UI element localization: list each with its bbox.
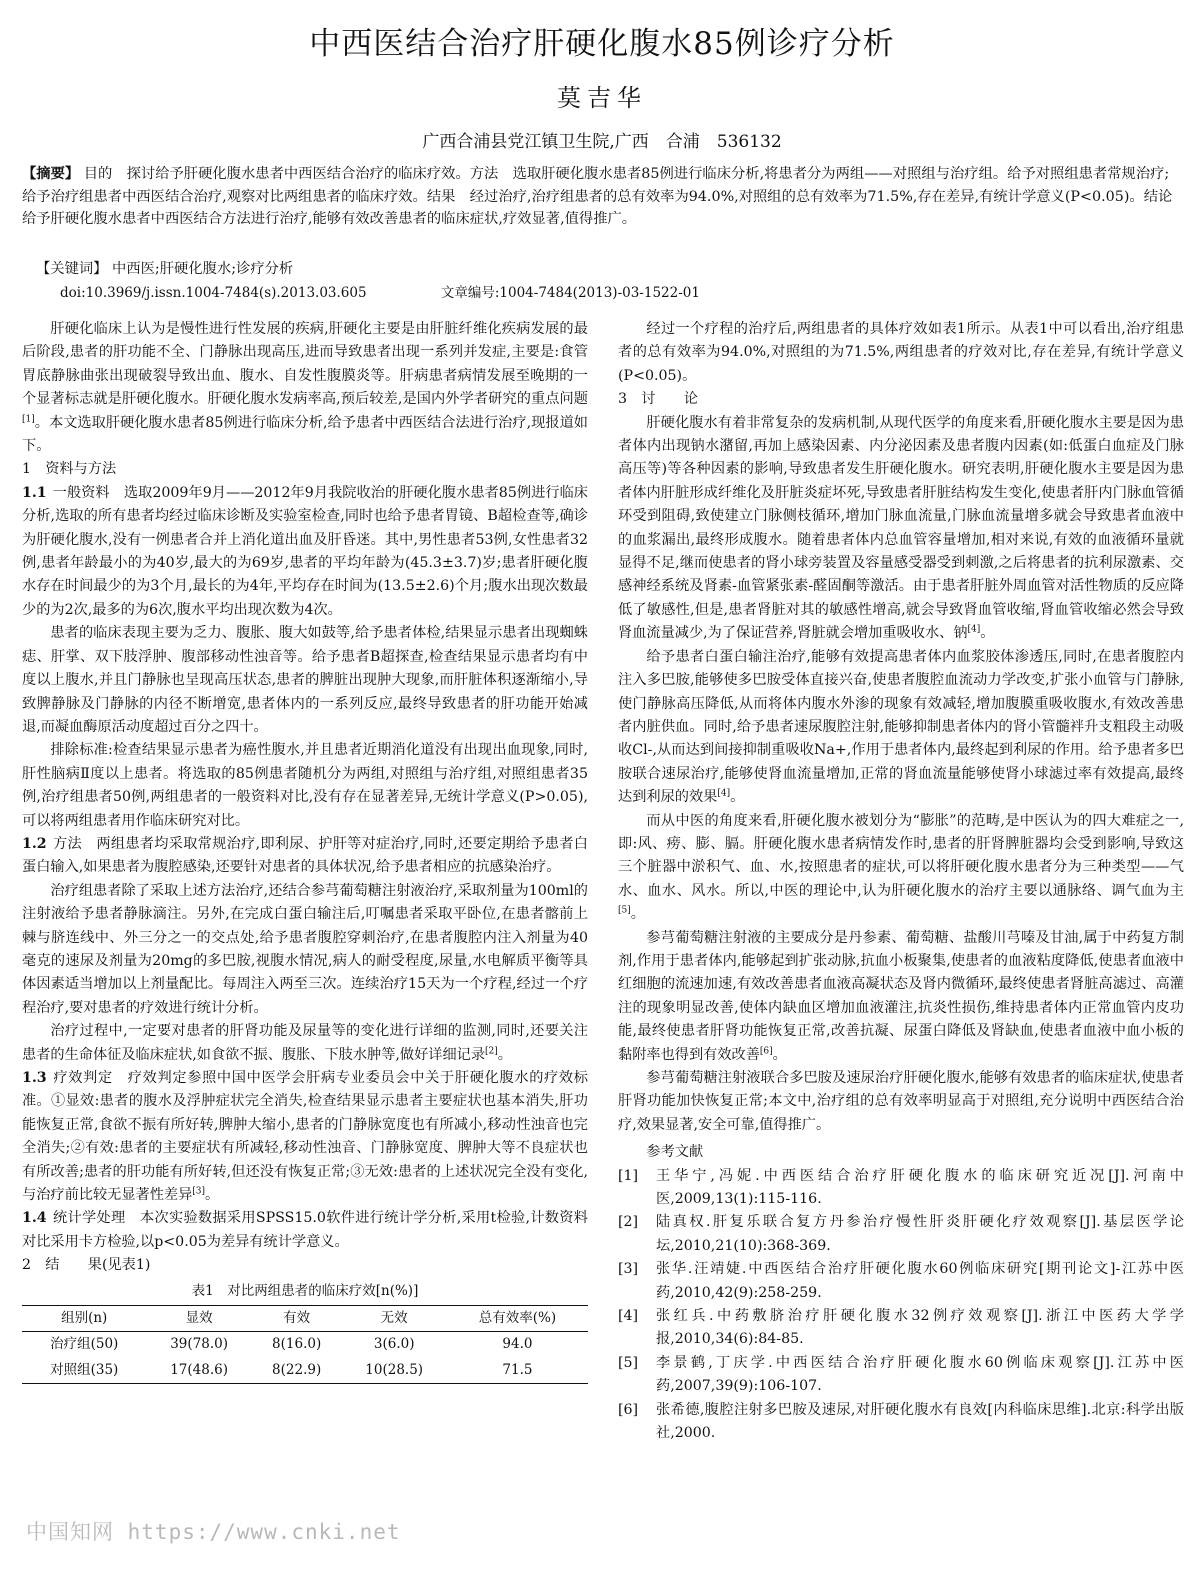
citation: [1] xyxy=(22,413,35,424)
table-row xyxy=(22,1358,588,1384)
keywords-text: 中西医;肝硬化腹水;诊疗分析 xyxy=(112,261,294,277)
intro-paragraph: 肝硬化临床上认为是慢性进行性发展的疾病,肝硬化主要是由肝脏纤维化疾病发展的最后阶段,患者的肝功能不全、门静脉出现高压,进而导致患者出现一系列并发症,主要是:食管胃底静脉曲张出现破裂导致出血、腹水、自发性腹膜炎等。肝病患者病情发展至晚期的一个显著标志就是肝硬化腹水。肝硬化腹水发病率高,预后较差,是国内外学者研究的重点问题[1]。本文选取肝硬化腹水患者85例进行临床分析,给予患者中西医结合法进行治疗,现报道如下。 xyxy=(22,321,588,455)
subsection-1-4: 1.4 统计学处理 本次实验数据采用SPSS15.0软件进行统计学分析,采用t检验,计数资料对比采用卡方检验,以p<0.05为差异有统计学意义。 xyxy=(22,1210,588,1250)
abstract xyxy=(22,163,1187,231)
paragraph: 治疗组患者除了采取上述方法治疗,还结合参芎葡萄糖注射液治疗,采取剂量为100ml的注射液给予患者静脉滴注。另外,在完成白蛋白输注后,叮嘱患者采取平卧位,在患者髂前上棘与脐连线中、外三分之一的交点处,给予患者腹腔穿刺治疗,在患者腹腔内注入剂量为40毫克的速尿及剂量为20mg的多巴胺,视腹水情况,病人的耐受程度,尿量,水电解质平衡等具体因素适当增加以上剂量配比。每周注入两至三次。连续治疗15天为一个疗程,经过一个疗程治疗,要对患者的疗效进行统计分析。 xyxy=(22,882,588,1016)
reference-item: [2] 陆真权.肝复乐联合复方丹参治疗慢性肝炎肝硬化疗效观察[J].基层医学论坛,2010,21(10):368-369. xyxy=(618,1214,1184,1254)
reference-item: [1] 王华宁,冯妮.中西医结合治疗肝硬化腹水的临床研究近况[J].河南中医,2009,13(1):115-116. xyxy=(618,1167,1184,1208)
table-header: 组别(n) xyxy=(22,1306,146,1332)
table-row xyxy=(22,1332,588,1358)
table-header: 显效 xyxy=(146,1306,251,1332)
citation: [6] xyxy=(759,1045,773,1056)
paragraph: 参芎葡萄糖注射液联合多巴胺及速尿治疗肝硬化腹水,能够有效患者的临床症状,使患者肝肾功能加快恢复正常;本文中,治疗组的总有效率明显高于对照组,充分说明中西医结合治疗,效果显著,安全可靠,值得推广。 xyxy=(618,1070,1184,1133)
subsection-1-3: 1.3 疗效判定 疗效判定参照中国中医学会肝病专业委员会中关于肝硬化腹水的疗效标准。①显效:患者的腹水及浮肿症状完全消失,检查结果显示患者主要症状也基本消失,肝功能恢复正常,食欲不振有所好转,脾肿大缩小,患者的门静脉宽度也有所减小,移动性浊音也完全消失;②有效:患者的主要症状有所减轻,移动性浊音、门静脉宽度、脾肿大等不良症状也有所改善;患者的肝功能有所好转,但还没有恢复正常;③无效:患者的上述状况完全没有变化,与治疗前比较无显著性差异[3]。 xyxy=(22,1070,588,1204)
results-paragraph: 经过一个疗程的治疗后,两组患者的具体疗效如表1所示。从表1中可以看出,治疗组患者的总有效率为94.0%,对照组的为71.5%,两组患者的疗效对比,存在差异,有统计学意义(P<0.05)。 xyxy=(618,321,1184,384)
table-header: 有效 xyxy=(252,1306,342,1332)
references-list xyxy=(618,1165,1184,1446)
table-cell: 39(78.0) xyxy=(170,1336,228,1353)
table-cell: 10(28.5) xyxy=(341,1358,446,1384)
affiliation: 广西合浦县党江镇卫生院,广西 合浦 536132 xyxy=(422,132,782,152)
reference-item: [5] 李景鹤,丁庆学.中西医结合治疗肝硬化腹水60例临床观察[J].江苏中医药,2007,39(9):106-107. xyxy=(618,1354,1184,1395)
cnki-watermark: 中国知网 https://www.cnki.net xyxy=(26,1520,401,1544)
paragraph: 参芎葡萄糖注射液的主要成分是丹参素、葡萄糖、盐酸川芎嗪及甘油,属于中药复方制剂,作用于患者体内,能够起到扩张动脉,抗血小板聚集,使患者的血液粘度降低,使患者血液中红细胞的流速加速,有效改善患者血液高凝状态及肾内微循环,最终使患者肾脏高滤过、高灌注的现象明显改善,使体内缺血区增加血液灌注,抗炎性损伤,维持患者体内正常血管内皮功能,最终使患者肝肾功能恢复正常,改善抗凝、尿蛋白降低及肾缺血,使患者血液中血小板的黏附率也得到有效改善[6]。 xyxy=(618,929,1184,1063)
table-cell: 8(22.9) xyxy=(252,1358,342,1384)
article-number: 文章编号:1004-7484(2013)-03-1522-01 xyxy=(440,285,700,301)
paragraph: 肝硬化腹水有着非常复杂的发病机制,从现代医学的角度来看,肝硬化腹水主要是因为患者体内出现钠水潴留,再加上感染因素、内分泌因素及患者腹内因素(如:低蛋白血症及门脉高压等)等各种因素的影响,导致患者发生肝硬化腹水。研究表明,肝硬化腹水主要是因为患者体内肝脏形成纤维化及肝脏炎症坏死,导致患者肝脏结构发生变化,使患者肝内门脉血管循环受到阻碍,致使建立门脉侧枝循环,增加门脉血流量,门脉血流量增多就会导致患者血液中的血浆漏出,最终形成腹水。随着患者体内总血管容量增加,相对来说,有效的血液循环量就显得不足,继而使患者的肾小球旁装置及容量感受器受到刺激,之后将患者的抗利尿激素、交感神经系统及肾素-血管紧张素-醛固酮等激活。由于患者肝脏外周血管对活性物质的反应降低了敏感性,但是,患者肾脏对其的敏感性增高,就会导致肾血管收缩,肾血管收缩必然会导致肾血流量减少,为了保证营养,肾脏就会增加重吸收水、钠[4]。 xyxy=(618,414,1184,642)
table-cell: 治疗组(50) xyxy=(50,1336,119,1353)
reference-item: [4] 张红兵.中药敷脐治疗肝硬化腹水32例疗效观察[J].浙江中医药大学学报,2010,34(6):84-85. xyxy=(618,1308,1184,1348)
keywords xyxy=(36,258,1176,280)
paragraph: 给予患者白蛋白输注治疗,能够有效提高患者体内血浆胶体渗透压,同时,在患者腹腔内注入多巴胺,能够使多巴胺受体直接兴奋,使患者腹腔血流动力学改变,扩张小血管与门静脉,使门静脉高压降低,从而将体内腹水外渗的现象有效减轻,增加腹膜重吸收腹水,有效改善患者内脏供血。同时,给予患者速尿腹腔注射,能够抑制患者体内的肾小管髓袢升支粗段主动吸收Cl-,从而达到间接抑制重吸收Na+,作用于患者体内,最终起到利尿的作用。给予患者多巴胺联合速尿治疗,能够使肾血流量增加,正常的肾血流量能够使肾小球滤过率有效提高,最终达到利尿的效果[4]。 xyxy=(618,648,1184,806)
abstract-text: 目的 探讨给予肝硬化腹水患者中西医结合治疗的临床疗效。方法 选取肝硬化腹水患者85例进行临床分析,将患者分为两组——对照组与治疗组。给予对照组患者常规治疗;给予治疗组患者中西医结合治疗,观察对比两组患者的临床疗效。结果 经过治疗,治疗组患者的总有效率为94.0%,对照组的总有效率为71.5%,存在差异,有统计学意义(P<0.05)。结论 给予肝硬化腹水患者中西医结合方法进行治疗,能够有效改善患者的临床症状,疗效显著,值得推广。 xyxy=(22,166,1187,227)
subsection-1-2: 1.2 方法 两组患者均采取常规治疗,即利尿、护肝等对症治疗,同时,还要定期给予患者白蛋白输入,如果患者为腹腔感染,还要针对患者的具体状况,给予患者相应的抗感染治疗。 xyxy=(22,835,588,876)
citation: [4] xyxy=(967,624,981,635)
paragraph: 患者的临床表现主要为乏力、腹胀、腹大如鼓等,给予患者体检,结果显示患者出现蜘蛛痣、肝掌、双下肢浮肿、腹部移动性浊音等。给予患者B超探查,检查结果显示患者均有中度以上腹水,并且门静脉也呈现高压状态,患者的脾脏出现肿大现象,而肝脏体积逐渐缩小,导致脾静脉及门静脉的内径不断增宽,患者体内的一系列反应,最终导致患者的肝功能开始减退,而凝血酶原活动度超过百分之四十。 xyxy=(22,625,588,735)
table-cell: 3(6.0) xyxy=(373,1336,415,1353)
table-cell: 94.0 xyxy=(502,1336,533,1353)
table-cell: 17(48.6) xyxy=(146,1358,251,1384)
table-cell: 8(16.0) xyxy=(272,1336,322,1353)
paragraph: 而从中医的角度来看,肝硬化腹水被划分为“膨胀”的范畴,是中医认为的四大难症之一,即:风、痨、膨、膈。肝硬化腹水患者病情发作时,患者的肝肾脾脏器均会受到影响,导致这三个脏器中淤积气、血、水,按照患者的症状,可以将肝硬化腹水患者分为三种类型——气水、血水、风水。所以,中医的理论中,认为肝硬化腹水的治疗主要以通脉络、调气血为主[5]。 xyxy=(618,812,1184,923)
abstract-label: 【摘要】 xyxy=(22,166,80,182)
table-header: 总有效率(%) xyxy=(447,1306,588,1332)
paper-title: 中西医结合治疗肝硬化腹水85例诊疗分析 xyxy=(309,26,895,62)
paragraph: 治疗过程中,一定要对患者的肝肾功能及尿量等的变化进行详细的监测,同时,还要关注患者的生命体征及临床症状,如食欲不振、腹胀、下肢水肿等,做好详细记录[2]。 xyxy=(22,1023,588,1063)
references-heading: 参考文献 xyxy=(646,1144,704,1161)
doi-text: doi:10.3969/j.issn.1004-7484(s).2013.03.605 xyxy=(60,285,367,301)
subsection-1-1: 1.1 一般资料 选取2009年9月——2012年9月我院收治的肝硬化腹水患者85例进行临床分析,选取的所有患者均经过临床诊断及实验室检查,同时也给予患者胃镜、B超检查等,确诊为肝硬化腹水,没有一例患者合并上消化道出血及肝昏迷。其中,男性患者53例,女性患者32例,患者年龄最小的为40岁,最大的为69岁,患者的平均年龄为(45.3±3.7)岁;患者肝硬化腹水存在时间最少的为3个月,最长的为4年,平均存在时间为(13.5±2.6)个月;腹水出现次数最少的为2次,最多的为6次,腹水平均出现次数为4次。 xyxy=(22,484,588,618)
citation: [5] xyxy=(618,905,631,916)
paragraph: 排除标准:检查结果显示患者为癌性腹水,并且患者近期消化道没有出现出血现象,同时,肝性脑病Ⅱ度以上患者。将选取的85例患者随机分为两组,对照组与治疗组,对照组患者35例,治疗组患者50例,两组患者的一般资料对比,没有存在显著差异,无统计学意义(P>0.05),可以将两组患者用作临床研究对比。 xyxy=(22,742,588,829)
citation: [3] xyxy=(192,1186,206,1197)
keywords-label: 【关键词】 xyxy=(36,261,108,277)
citation: [4] xyxy=(717,788,731,799)
left-column xyxy=(22,318,588,1384)
section-heading-1: 1 资料与方法 xyxy=(22,461,117,478)
right-column xyxy=(618,318,1184,1446)
results-table xyxy=(22,1305,588,1384)
section-heading-2: 2 结 果(见表1) xyxy=(22,1257,151,1274)
reference-item: [3] 张华.汪靖婕.中西医结合治疗肝硬化腹水60例临床研究[期刊论文]-江苏中医药,2010,42(9):258-259. xyxy=(618,1261,1184,1301)
section-heading-3: 3 讨 论 xyxy=(618,391,698,408)
table-cell: 对照组(35) xyxy=(22,1358,146,1384)
doi-line xyxy=(60,282,1180,304)
author-name: 莫吉华 xyxy=(557,84,647,112)
table-cell: 71.5 xyxy=(447,1358,588,1384)
citation: [2] xyxy=(485,1045,498,1056)
table-caption: 表1 对比两组患者的临床疗效[n(%)] xyxy=(191,1282,419,1299)
table-header: 无效 xyxy=(341,1306,446,1332)
reference-item: [6] 张希德,腹腔注射多巴胺及速尿,对肝硬化腹水有良效[内科临床思维].北京:科学出版社,2000. xyxy=(618,1401,1184,1442)
